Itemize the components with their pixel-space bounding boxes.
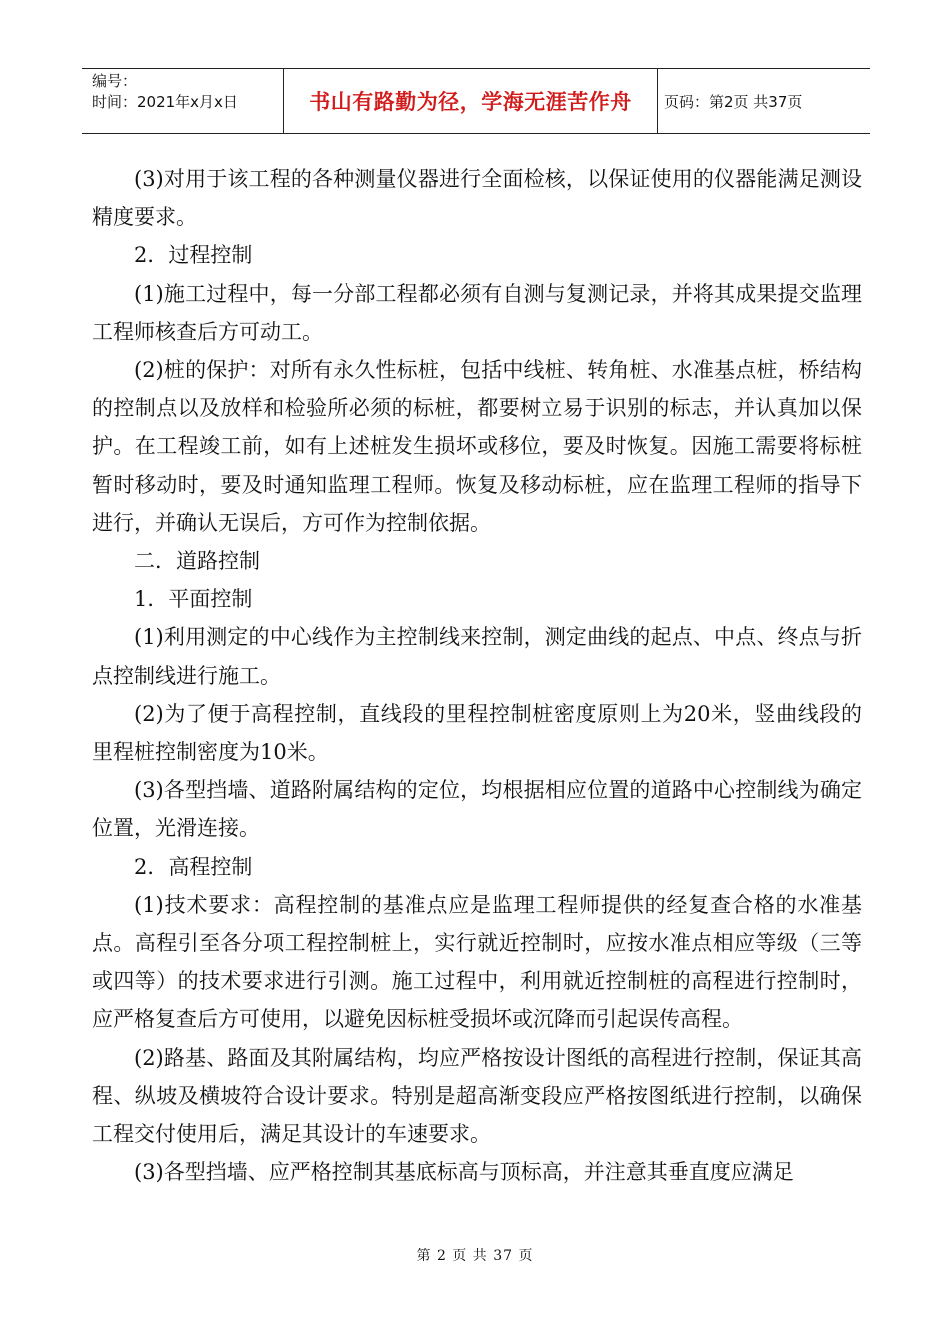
header-motto: 书山有路勤为径，学海无涯苦作舟 [284, 69, 658, 133]
document-body [92, 160, 862, 1191]
paragraph: (3)对用于该工程的各种测量仪器进行全面检核，以保证使用的仪器能满足测设精度要求。 [92, 167, 862, 230]
paragraph: (1)施工过程中，每一分部工程都必须有自测与复测记录，并将其成果提交监理工程师核查后方可动工。 [92, 281, 862, 344]
header-meta [82, 69, 284, 133]
document-time-label: 时间：2021年x月x日 [92, 93, 238, 111]
section-heading: 1．平面控制 [134, 587, 253, 612]
section-heading: 二．道路控制 [134, 549, 260, 574]
paragraph: (2)桩的保护：对所有永久性标桩，包括中线桩、转角桩、水准基点桩，桥结构的控制点以及放样和检验所必须的标桩，都要树立易于识别的标志，并认真加以保护。在工程竣工前，如有上述桩发生损坏或移位，要及时恢复。因施工需要将标桩暂时移动时，要及时通知监理工程师。恢复及移动标桩，应在监理工程师的指导下进行，并确认无误后，方可作为控制依据。 [92, 358, 862, 535]
paragraph: (1)利用测定的中心线作为主控制线来控制，测定曲线的起点、中点、终点与折点控制线进行施工。 [92, 625, 862, 688]
header-page-info: 页码：第2页 共37页 [664, 92, 803, 111]
paragraph: (3)各型挡墙、道路附属结构的定位，均根据相应位置的道路中心控制线为确定位置，光滑连接。 [92, 778, 862, 841]
page-footer: 第 2 页 共 37 页 [416, 1248, 534, 1264]
paragraph: (1)技术要求：高程控制的基准点应是监理工程师提供的经复查合格的水准基点。高程引至各分项工程控制桩上，实行就近控制时，应按水准点相应等级（三等或四等）的技术要求进行引测。施工过程中，利用就近控制桩的高程进行控制时，应严格复查后方可使用，以避免因标桩受损坏或沉降而引起误传高程。 [92, 892, 862, 1032]
paragraph: (2)路基、路面及其附属结构，均应严格按设计图纸的高程进行控制，保证其高程、纵坡及横坡符合设计要求。特别是超高渐变段应严格按图纸进行控制，以确保工程交付使用后，满足其设计的车速要求。 [92, 1045, 862, 1147]
page-header [82, 68, 870, 134]
section-heading: 2．高程控制 [134, 854, 253, 879]
section-heading: 2．过程控制 [134, 243, 253, 268]
document-number-label: 编号： [92, 72, 138, 90]
paragraph: (3)各型挡墙、应严格控制其基底标高与顶标高，并注意其垂直度应满足 [134, 1160, 794, 1185]
paragraph: (2)为了便于高程控制，直线段的里程控制桩密度原则上为20米，竖曲线段的里程桩控制密度为10米。 [92, 701, 862, 765]
